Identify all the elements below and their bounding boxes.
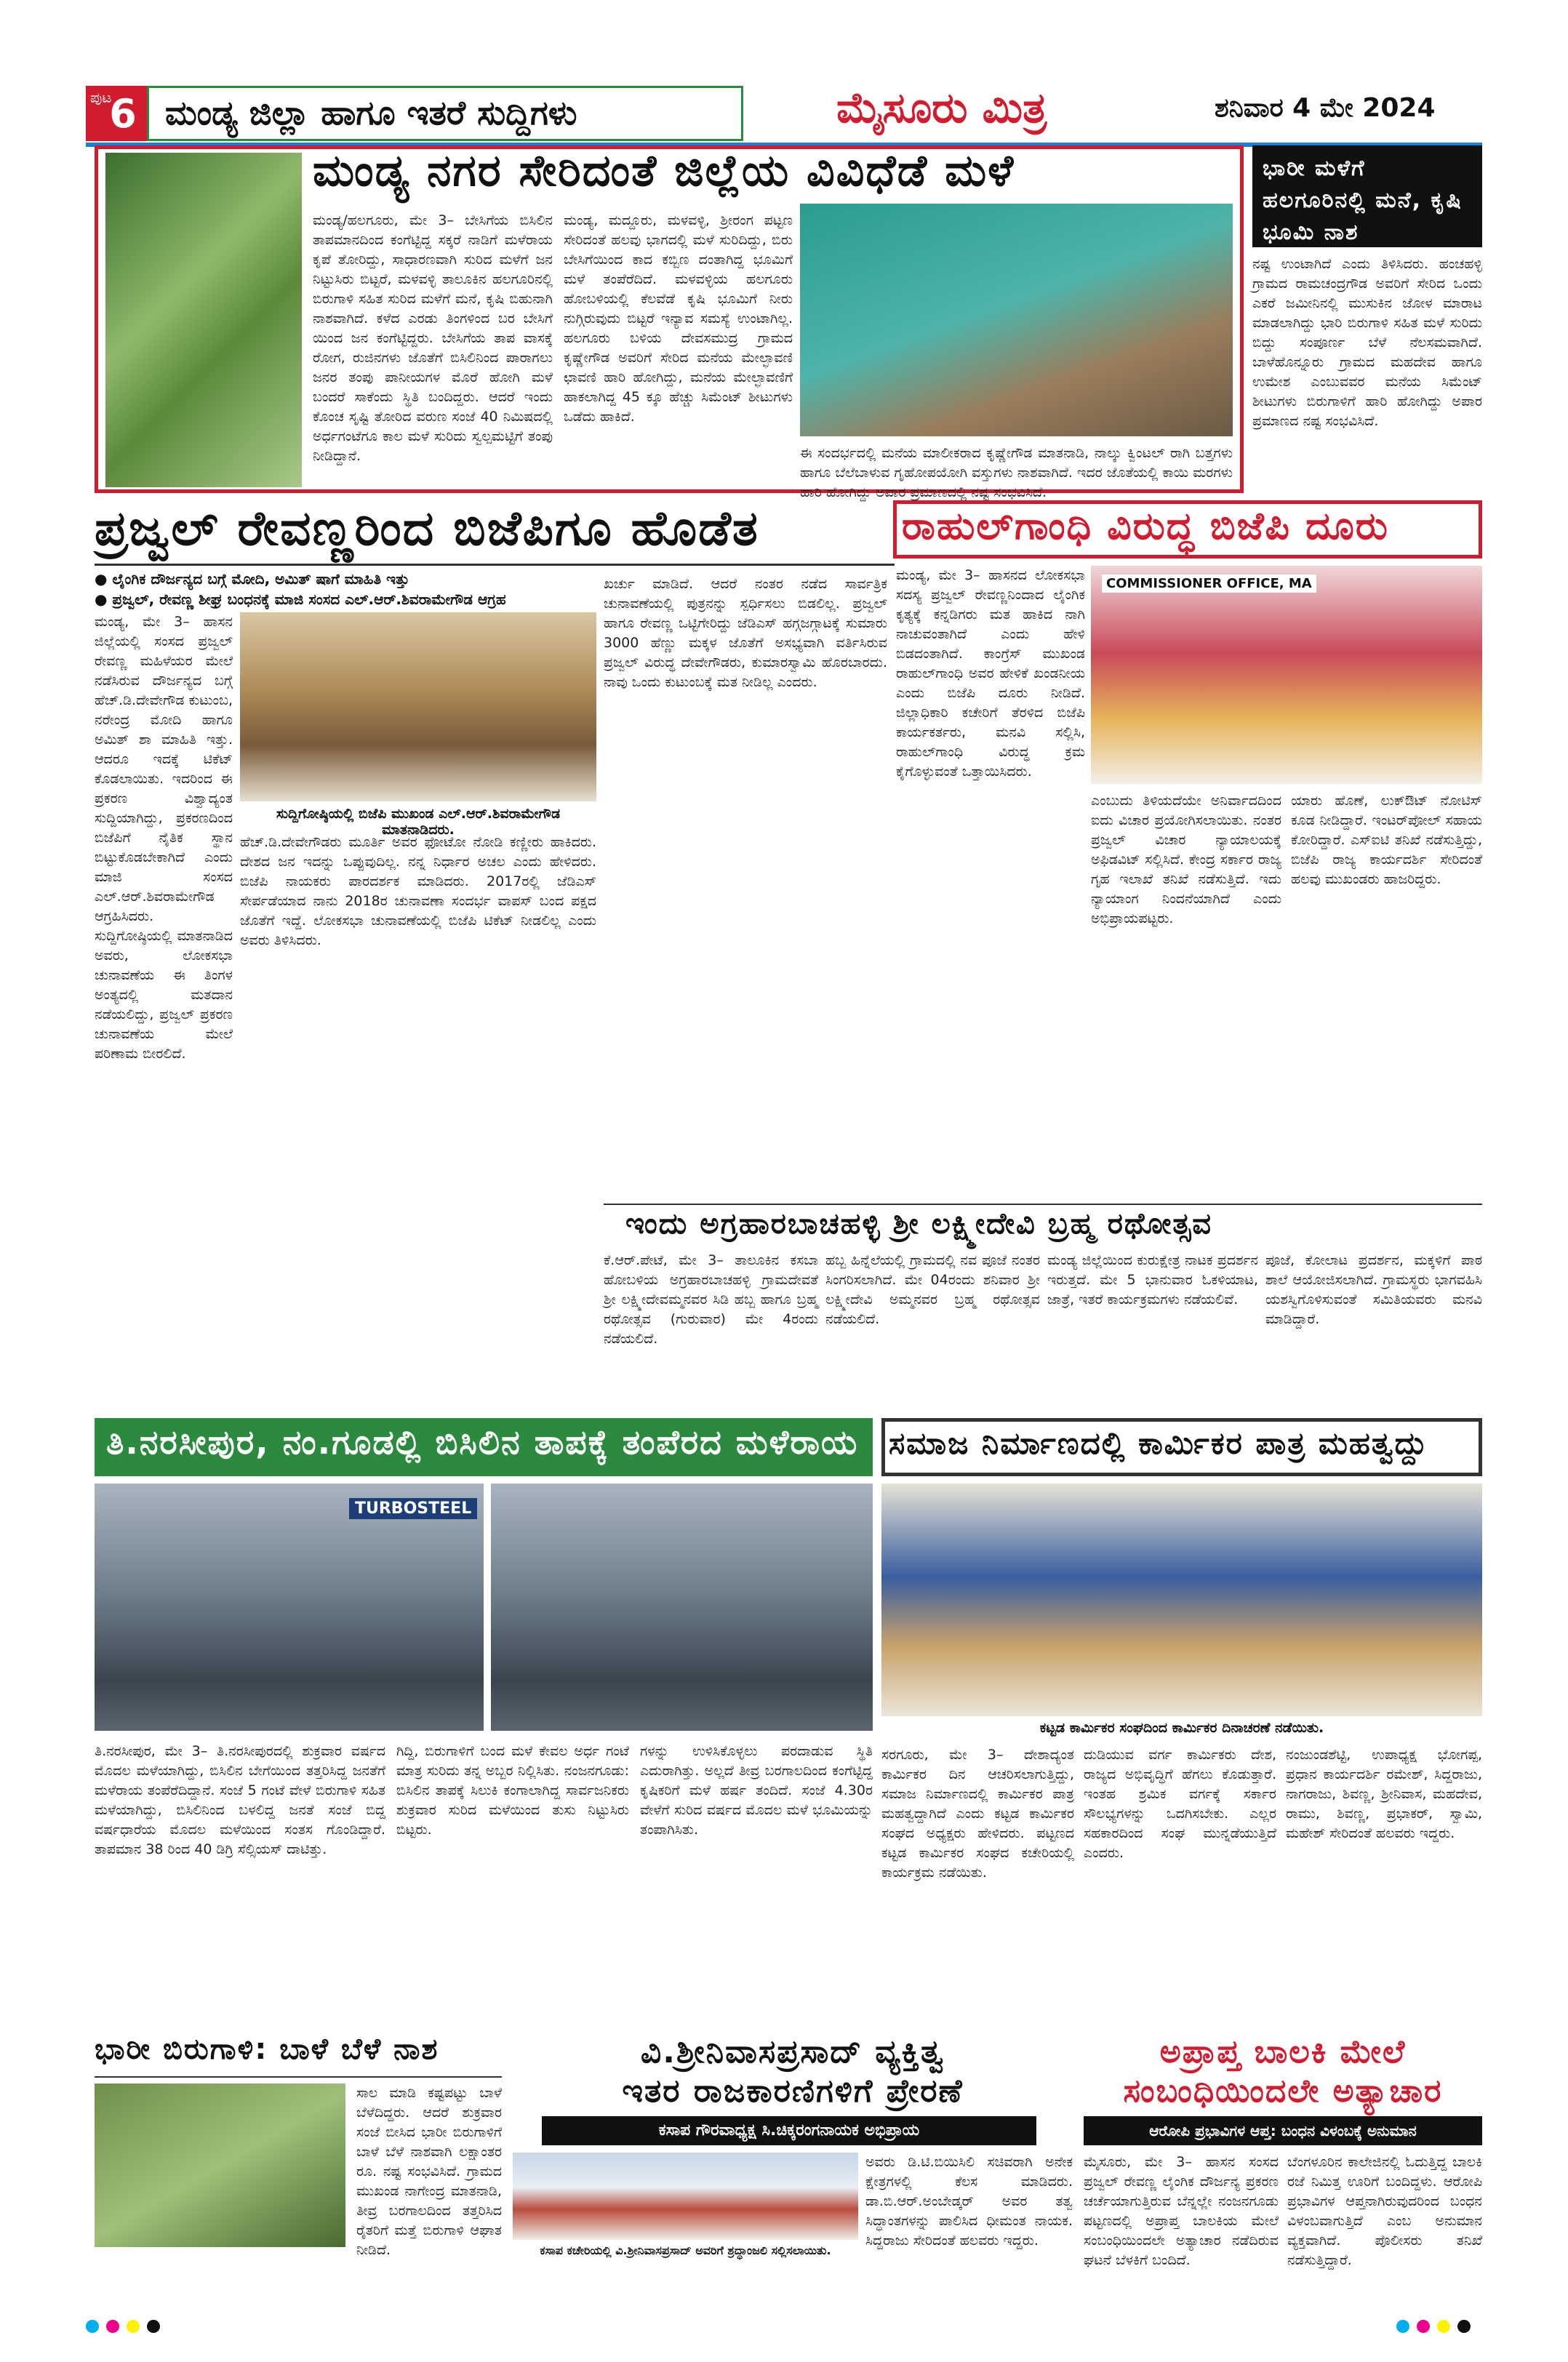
- rahul-body-col3: ಯಾರು ಹೊಣೆ, ಲುಕ್‌ಔಟ್ ನೋಟಿಸ್ ಕೂಡ ನೀಡಿದ್ದಾರೆ. ಇಂಟರ್‌ಪೋಲ್ ಸಹಾಯ ಕೋರಿದ್ದಾರೆ. ಎಸ್‌ಐಟಿ ತನಿಖೆ ನಡೆಸುತ್ತಿದ್ದು, ಬಿಜೆಪಿ ರಾಜ್ಯ ಕಾರ್ಯದರ್ಶಿ ಸೇರಿದಂತೆ ಹಲವು ಮುಖಂಡರು ಹಾಜರಿದ್ದರು.: [1291, 793, 1482, 887]
- memo-submission-photo: [1091, 566, 1482, 784]
- tnarasipura-headline: ತಿ.ನರಸೀಪುರ, ನಂ.ಗೂಡಲ್ಲಿ ಬಿಸಿಲಿನ ತಾಪಕ್ಕೆ ತಂಪೆರದ ಮಳೆರಾಯ: [95, 1418, 873, 1476]
- srinivas-headline: [513, 2033, 1073, 2111]
- print-registration-dots-left: [86, 2320, 167, 2336]
- banana-headline: ಭಾರೀ ಬಿರುಗಾಳಿ: ಬಾಳೆ ಬೆಳೆ ನಾಶ: [95, 2033, 439, 2066]
- prajwal-body-col1: ಮಂಡ್ಯ, ಮೇ 3– ಹಾಸನ ಜಿಲ್ಲೆಯಲ್ಲಿ ಸಂಸದ ಪ್ರಜ್ವಲ್ ರೇವಣ್ಣ ಮಹಿಳೆಯರ ಮೇಲೆ ನಡೆಸಿರುವ ದೌರ್ಜನ್ಯದ ಬಗ್ಗೆ ಹೆಚ್.ಡಿ.ದೇವೇಗೌಡ ಕುಟುಂಬ, ನರೇಂದ್ರ ಮೋದಿ ಹಾಗೂ ಅಮಿತ್ ಶಾ ಮಾಹಿತಿ ಇತ್ತು. ಆದರೂ ಇದಕ್ಕೆ ಟಿಕೆಟ್ ಕೊಡಲಾಯಿತು. ಇದರಿಂದ ಈ ಪ್ರಕರಣ ವಿಶ್ವಾದ್ಯಂತ ಸುದ್ದಿಯಾಗಿದ್ದು, ಪ್ರಕರಣದಿಂದ ಬಿಜೆಪಿಗೆ ನೈತಿಕ ಸ್ಥಾನ ಬಿಟ್ಟುಕೊಡಬೇಕಾಗಿದೆ ಎಂದು ಮಾಜಿ ಸಂಸದ ಎಲ್.ಆರ್.ಶಿವರಾಮೇಗೌಡ ಆಗ್ರಹಿಸಿದರು. ಸುದ್ದಿಗೋಷ್ಠಿಯಲ್ಲಿ ಮಾತನಾಡಿದ ಅವರು, ಲೋಕಸಭಾ ಚುನಾವಣೆಯ ಈ ತಿಂಗಳ ಅಂತ್ಯದಲ್ಲಿ ಮತದಾನ ನಡೆಯಲಿದ್ದು, ಪ್ರಜ್ವಲ್ ಪ್ರಕರಣ ಚುನಾವಣೆಯ ಮೇಲೆ ಪರಿಣಾಮ ಬೀರಲಿದೆ.: [95, 614, 233, 1062]
- srinivas-body-col3: ಅವರು ಡಿ.ಟಿ.ಬಿಯಿಸಿಲಿ ಸಚಿವರಾಗಿ ಅನೇಕ ಕ್ಷೇತ್ರಗಳಲ್ಲಿ ಕೆಲಸ ಮಾಡಿದರು. ಡಾ.ಬಿ.ಆರ್.ಅಂಬೇಡ್ಕರ್ ಅವರ ತತ್ವ ಸಿದ್ಧಾಂತಗಳನ್ನು ಪಾಲಿಸಿದ ಧೀಮಂತ ನಾಯಕ. ಸಿದ್ದರಾಜು ಸೇರಿದಂತೆ ಹಲವರು ಇದ್ದರು.: [865, 2154, 1073, 2249]
- crop-damage-photo: [105, 153, 302, 487]
- workers-body-col2: ದುಡಿಯುವ ವರ್ಗ ಕಾರ್ಮಿಕರು ದೇಶ, ರಾಜ್ಯದ ಅಭಿವೃದ್ಧಿಗೆ ಹೆಗಲು ಕೊಡುತ್ತಾರೆ. ಇಂತಹ ಶ್ರಮಿಕ ವರ್ಗಕ್ಕೆ ಸರ್ಕಾರ ಸೌಲಭ್ಯಗಳನ್ನು ಒದಗಿಸಬೇಕು. ಎಲ್ಲರ ಸಹಕಾರದಿಂದ ಸಂಘ ಮುನ್ನಡೆಯುತ್ತಿದೆ ಎಂದರು.: [1084, 1747, 1276, 1861]
- workers-body-col3: ನಂಜುಂಡಶೆಟ್ಟಿ, ಉಪಾಧ್ಯಕ್ಷ ಭೋಗಪ್ಪ, ಪ್ರಧಾನ ಕಾರ್ಯದರ್ಶಿ ರಮೇಶ್, ಸಿದ್ದರಾಜು, ನಾಗರಾಜು, ಶಿವಣ್ಣ, ಶ್ರೀನಿವಾಸ, ಮಹದೇವ, ರಾಮು, ಶಿವಣ್ಣ, ಪ್ರಭಾಕರ್, ಸ್ವಾಮಿ, ಮಹೇಶ್ ಸೇರಿದಂತೆ ಹಲವರು ಇದ್ದರು.: [1286, 1747, 1482, 1841]
- rahul-body-col1: ಮಂಡ್ಯ, ಮೇ 3– ಹಾಸನದ ಲೋಕಸಭಾ ಸದಸ್ಯ ಪ್ರಜ್ವಲ್ ರೇವಣ್ಣನಿಂದಾದ ಲೈಂಗಿಕ ಕೃತ್ಯಕ್ಕೆ ಕನ್ನಡಿಗರು ಮತ ಹಾಕಿದ ನಾಗಿ ನಾಚುವಂತಾಗಿದೆ ಎಂದು ಹೇಳಿ ಬಿಡದಂತಾಗಿದೆ. ಕಾಂಗ್ರೆಸ್ ಮುಖಂಡ ರಾಹುಲ್‌ಗಾಂಧಿ ಅವರ ಹೇಳಿಕೆ ಖಂಡನೀಯ ಎಂದು ಬಿಜೆಪಿ ದೂರು ನೀಡಿದೆ. ಜಿಲ್ಲಾಧಿಕಾರಿ ಕಚೇರಿಗೆ ತೆರಳಿದ ಬಿಜೆಪಿ ಕಾರ್ಯಕರ್ತರು, ಮನವಿ ಸಲ್ಲಿಸಿ, ರಾಹುಲ್‌ಗಾಂಧಿ ವಿರುದ್ಧ ಕ್ರಮ ಕೈಗೊಳ್ಳುವಂತೆ ಒತ್ತಾಯಿಸಿದರು.: [896, 567, 1085, 780]
- prajwal-body-col3: ಖರ್ಚು ಮಾಡಿದೆ. ಆದರೆ ನಂತರ ನಡೆದ ಸಾರ್ವತ್ರಿಕ ಚುನಾವಣೆಯಲ್ಲಿ ಪುತ್ರನನ್ನು ಸ್ಪರ್ಧಿಸಲು ಬಿಡಲಿಲ್ಲ. ಪ್ರಜ್ವಲ್ ಹಾಗೂ ರೇವಣ್ಣ ಒಟ್ಟಿಗೇರಿದ್ದು ಜೆಡಿಎಸ್ ಹಗ್ಗಜಗ್ಗಾಟಕ್ಕೆ ಸುಮಾರು 3000 ಹೆಣ್ಣು ಮಕ್ಕಳ ಜೊತೆಗೆ ಅಸಭ್ಯವಾಗಿ ವರ್ತಿಸಿರುವ ಪ್ರಜ್ವಲ್ ವಿರುದ್ಧ ದೇವೇಗೌಡರು, ಕುಮಾರಸ್ವಾಮಿ ಹೊರಬಾರದು. ನಾವು ಒಂದು ಕುಟುಂಬಕ್ಕೆ ಮತ ನೀಡಿಲ್ಲ ಎಂದರು.: [604, 576, 887, 690]
- rain-body-col3: ಈ ಸಂದರ್ಭದಲ್ಲಿ ಮನೆಯ ಮಾಲೀಕರಾದ ಕೃಷ್ಣೇಗೌಡ ಮಾತನಾಡಿ, ನಾಲ್ಕು ಕ್ವಿಂಟಲ್ ರಾಗಿ ಬತ್ತಗಳು ಹಾಗೂ ಬೆಲೆಬಾಳುವ ಗೃಹೋಪಯೋಗಿ ವಸ್ತುಗಳು ನಾಶವಾಗಿದೆ. ಇದರ ಜೊತೆಯಲ್ಲಿ ಕಾಯಿ ಮರಗಳು ಹಾರಿ ಹೋಗಿದ್ದು ಅಪಾರ ಪ್ರಮಾಣದಲ್ಲಿ ನಷ್ಟ ಸಂಭವಿಸಿದೆ.: [800, 445, 1233, 500]
- prajwal-photo-caption: ಸುದ್ದಿಗೋಷ್ಠಿಯಲ್ಲಿ ಬಿಜೆಪಿ ಮುಖಂಡ ಎಲ್.ಆರ್.ಶಿವರಾಮೇಗೌಡ ಮಾತನಾಡಿದರು.: [276, 806, 561, 838]
- prajwal-bullet-2: ● ಪ್ರಜ್ವಲ್, ರೇವಣ್ಣ ಶೀಘ್ರ ಬಂಧನಕ್ಕೆ ಮಾಜಿ ಸಂಸದ ಎಲ್.ಆರ್.ಶಿವರಾಮೇಗೌಡ ಆಗ್ರಹ: [95, 590, 506, 608]
- tnarasipura-body-col3: ಗಳನ್ನು ಉಳಿಸಿಕೊಳ್ಳಲು ಪರದಾಡುವ ಸ್ಥಿತಿ ಎದುರಾಗಿತ್ತು. ಅಲ್ಲದೆ ತೀವ್ರ ಬರಗಾಲದಿಂದ ಕಂಗೆಟ್ಟಿದ್ದ ಕೃಷಿಕರಿಗೆ ಮಳೆ ಹರ್ಷ ತಂದಿದೆ. ಸಂಜೆ 4.30ರ ವೇಳೆಗೆ ಸುರಿದ ವರ್ಷದ ಮೊದಲ ಮಳೆ ಭೂಮಿಯನ್ನು ತಂಪಾಗಿಸಿತು.: [640, 1743, 873, 1838]
- rain-headline: ಮಂಡ್ಯ ನಗರ ಸೇರಿದಂತೆ ಜಿಲ್ಲೆಯ ವಿವಿಧೆಡೆ ಮಳೆ: [313, 145, 1015, 196]
- tribute-photo: [513, 2153, 858, 2240]
- newspaper-brand: ಮೈಸೂರು ಮಿತ್ರ: [836, 83, 1047, 132]
- banana-body-side: ಸಾಲ ಮಾಡಿ ಕಷ್ಟಪಟ್ಟು ಬಾಳೆ ಬೆಳೆದಿದ್ದರು. ಆದರೆ ಶುಕ್ರವಾರ ಸಂಜೆ ಬೀಸಿದ ಭಾರೀ ಬಿರುಗಾಳಿಗೆ ಬಾಳೆ ಬೆಳೆ ನಾಶವಾಗಿ ಲಕ್ಷಾಂತರ ರೂ. ನಷ್ಟ ಸಂಭವಿಸಿದೆ. ಗ್ರಾಮದ ಮುಖಂಡ ನಾಗೇಂದ್ರ ಮಾತನಾಡಿ, ತೀವ್ರ ಬರಗಾಲದಿಂದ ತತ್ತರಿಸಿದ ರೈತರಿಗೆ ಮತ್ತೆ ಬಿರುಗಾಳಿ ಆಘಾತ ನೀಡಿದೆ.: [356, 2085, 502, 2258]
- srinivas-headline-line2: ಇತರ ರಾಜಕಾರಣಿಗಳಿಗೆ ಪ್ರೇರಣೆ: [622, 2073, 964, 2110]
- temple-headline: ಇಂದು ಅಗ್ರಹಾರಬಾಚಹಳ್ಳಿ ಶ್ರೀ ಲಕ್ಷ್ಮೀದೇವಿ ಬ್ರಹ್ಮ ರಥೋತ್ಸವ: [625, 1207, 1213, 1241]
- section-title: ಮಂಡ್ಯ ಜಿಲ್ಲಾ ಹಾಗೂ ಇತರೆ ಸುದ್ದಿಗಳು: [147, 86, 743, 141]
- halaguru-body: ನಷ್ಟ ಉಂಟಾಗಿದೆ ಎಂದು ತಿಳಿಸಿದರು. ಹಂಚಹಳ್ಳಿ ಗ್ರಾಮದ ರಾಮಚಂದ್ರಗೌಡ ಅವರಿಗೆ ಸೇರಿದ ಒಂದು ಎಕರೆ ಜಮೀನಿನಲ್ಲಿ ಮುಸುಕಿನ ಜೋಳ ಮಾರಾಟ ಮಾಡಲಾಗಿದ್ದು ಭಾರಿ ಬಿರುಗಾಳಿ ಸಹಿತ ಮಳೆ ಸುರಿದು ಬಿದ್ದು ಸಂಪೂರ್ಣ ಬೆಳೆ ನೆಲಸಮವಾಗಿದೆ. ಬಾಳೆಹೊನ್ನೂರು ಗ್ರಾಮದ ಮಹದೇವ ಹಾಗೂ ಉಮೇಶ ಎಂಬುವವರ ಮನೆಯ ಸಿಮೆಂಟ್ ಶೀಟುಗಳು ಬಿರುಗಾಳಿಗೆ ಹಾರಿ ಹೋಗಿದ್ದು ಅಪಾರ ಪ್ರಮಾಣದ ನಷ್ಟ ಸಂಭವಿಸಿದೆ.: [1252, 256, 1482, 429]
- rain-body-col2: ಮಂಡ್ಯ, ಮದ್ದೂರು, ಮಳವಳ್ಳಿ, ಶ್ರೀರಂಗ ಪಟ್ಟಣ ಸೇರಿದಂತೆ ಹಲವು ಭಾಗದಲ್ಲಿ ಮಳೆ ಸುರಿದಿದ್ದು, ಬಿರು ಬೇಸಿಗೆಯಿಂದ ಕಾದ ಕಬ್ಬಿಣ ದಂತಾಗಿದ್ದ ಭೂಮಿಗೆ ಮಳೆ ತಂಪೆರೆದಿದೆ. ಮಳವಳ್ಳಿಯ ಹಲಗೂರು ಹೋಬಳಿಯಲ್ಲಿ ಕೆಲವೆಡೆ ಕೃಷಿ ಭೂಮಿಗೆ ನೀರು ನುಗ್ಗಿರುವುದು ಬಿಟ್ಟರೆ ಇನ್ಯಾವ ಸಮಸ್ಯೆ ಉಂಟಾಗಿಲ್ಲ. ಹಲಗೂರು ಬಳಿಯ ದೇವಸಮುದ್ರ ಗ್ರಾಮದ ಕೃಷ್ಣೇಗೌಡ ಅವರಿಗೆ ಸೇರಿದ ಮನೆಯ ಮೇಲ್ಛಾವಣಿ ಛಾವಣಿ ಹಾರಿ ಹೋಗಿದ್ದು, ಮನೆಯ ಮೇಲ್ಛಾವಣಿಗೆ ಹಾಕಲಾಗಿದ್ದ 45 ಕ್ಕೂ ಹೆಚ್ಚು ಸಿಮೆಂಟ್ ಶೀಟುಗಳು ಒಡೆದು ಹಾಕಿದೆ.: [564, 212, 793, 425]
- tnarasipura-body-col1: ತಿ.ನರಸೀಪುರ, ಮೇ 3– ತಿ.ನರಸೀಪುರದಲ್ಲಿ ಶುಕ್ರವಾರ ವರ್ಷದ ಮೊದಲ ಮಳೆಯಾಗಿದ್ದು, ಬಿಸಿಲಿನ ಬೇಗೆಯಿಂದ ತತ್ತರಿಸಿದ್ದ ಜನತೆಗೆ ಮಳೆರಾಯ ತಂಪೆರೆದಿದ್ದಾನೆ. ಸಂಜೆ 5 ಗಂಟೆ ವೇಳೆ ಬಿರುಗಾಳಿ ಸಹಿತ ಮಳೆಯಾಗಿದ್ದು, ಬಿಸಿಲಿನಿಂದ ಬಳಲಿದ್ದ ಜನತೆ ಸಂಜೆ ಬಿದ್ದ ವರ್ಷಧಾರೆಯ ಮೊದಲ ಮಳೆಯಿಂದ ಸಂತಸ ಗೊಂಡಿದ್ದಾರೆ. ತಾಪಮಾನ 38 ರಿಂದ 40 ಡಿಗ್ರಿ ಸೆಲ್ಸಿಯಸ್ ದಾಟಿತ್ತು.: [95, 1743, 385, 1857]
- tnarasipura-body-col2: ಗಿದ್ದಿ, ಬಿರುಗಾಳಿಗೆ ಬಂದ ಮಳೆ ಕೇವಲ ಅರ್ಧ ಗಂಟೆ ಮಾತ್ರ ಸುರಿದು ತನ್ನ ಅಬ್ಬರ ನಿಲ್ಲಿಸಿತು. ನಂಜನಗೂಡು: ಬಿಸಿಲಿನ ತಾಪಕ್ಕೆ ಸಿಲುಕಿ ಕಂಗಾಲಾಗಿದ್ದ ಸಾರ್ವಜನಿಕರು ಶುಕ್ರವಾರ ಸುರಿದ ಮಳೆಯಿಂದ ತುಸು ನಿಟ್ಟುಸಿರು ಬಿಟ್ಟರು.: [396, 1743, 629, 1838]
- rahul-headline: ರಾಹುಲ್‌ಗಾಂಧಿ ವಿರುದ್ಧ ಬಿಜೆಪಿ ದೂರು: [902, 505, 1389, 548]
- temple-body-col4: ಪೂಜೆ, ಕೋಲಾಟ ಪ್ರದರ್ಶನ, ಮಕ್ಕಳಿಗೆ ಪಾಠ ಶಾಲೆ ಆಯೋಜಿಸಲಾಗಿದೆ. ಗ್ರಾಮಸ್ಥರು ಭಾಗವಹಿಸಿ ಯಶಸ್ವಿಗೊಳಿಸುವಂತೆ ಸಮಿತಿಯವರು ಮನವಿ ಮಾಡಿದ್ದಾರೆ.: [1265, 1252, 1482, 1327]
- street-rain-photo-1: [95, 1484, 484, 1731]
- temple-body-col2: ಹಬ್ಬ ಹಿನ್ನೆಲೆಯಲ್ಲಿ ಗ್ರಾಮದಲ್ಲಿ ನವ ಪೂಜೆ ನಂತರ ಸಿಂಗರಿಸಲಾಗಿದೆ. ಮೇ 04ರಂದು ಶನಿವಾರ ಶ್ರೀ ಲಕ್ಷ್ಮೀದೇವಿ ಅಮ್ಮನವರ ಬ್ರಹ್ಮ ರಥೋತ್ಸವ ನಡೆಯಲಿದೆ.: [825, 1252, 1040, 1327]
- banana-damage-photo: [95, 2083, 345, 2247]
- srinivas-photo-caption: ಕಸಾಪ ಕಚೇರಿಯಲ್ಲಿ ವಿ.ಶ್ರೀನಿವಾಸಪ್ರಸಾದ್ ಅವರಿಗೆ ಶ್ರದ್ಧಾಂಜಲಿ ಸಲ್ಲಿಸಲಾಯಿತು.: [540, 2243, 831, 2257]
- commissioner-office-sign: COMMISSIONER OFFICE, MA: [1102, 575, 1316, 593]
- crime-headline-line2: ಸಂಬಂಧಿಯಿಂದಲೇ ಅತ್ಯಾಚಾರ: [1123, 2073, 1443, 2110]
- srinivas-subhead: ಕಸಾಪ ಗೌರವಾಧ್ಯಕ್ಷ ಸಿ.ಚಿಕ್ಕರಂಗನಾಯಕ ಅಭಿಪ್ರಾಯ: [542, 2116, 1036, 2145]
- workers-body-col1: ಸರಗೂರು, ಮೇ 3– ದೇಶಾದ್ಯಂತ ಕಾರ್ಮಿಕರ ದಿನ ಆಚರಿಸಲಾಗುತ್ತಿದ್ದು, ಸಮಾಜ ನಿರ್ಮಾಣದಲ್ಲಿ ಕಾರ್ಮಿಕರ ಪಾತ್ರ ಮಹತ್ವದ್ದಾಗಿದೆ ಎಂದು ಕಟ್ಟಡ ಕಾರ್ಮಿಕರ ಸಂಘದ ಅಧ್ಯಕ್ಷರು ಹೇಳಿದರು. ಪಟ್ಟಣದ ಕಟ್ಟಡ ಕಾರ್ಮಿಕರ ಸಂಘದ ಕಚೇರಿಯಲ್ಲಿ ಕಾರ್ಯಕ್ರಮ ನಡೆಯಿತು.: [881, 1747, 1074, 1881]
- temple-body-col1: ಕೆ.ಆರ್.ಪೇಟೆ, ಮೇ 3– ತಾಲೂಕಿನ ಕಸಬಾ ಹೋಬಳಿಯ ಅಗ್ರಹಾರಬಾಚಹಳ್ಳಿ ಗ್ರಾಮದೇವತೆ ಶ್ರೀ ಲಕ್ಷ್ಮೀದೇವಮ್ಮನವರ ಸಿಡಿ ಹಬ್ಬ ಹಾಗೂ ಬ್ರಹ್ಮ ರಥೋತ್ಸವ (ಗುರುವಾರ) ಮೇ 4ರಂದು ನಡೆಯಲಿದೆ.: [604, 1252, 818, 1347]
- page-number: 6: [109, 90, 137, 137]
- prajwal-bullets: [95, 569, 589, 609]
- crime-subhead: ಆರೋಪಿ ಪ್ರಭಾವಿಗಳ ಆಪ್ತ: ಬಂಧನ ವಿಳಂಬಕ್ಕೆ ಅನುಮಾನ: [1084, 2116, 1482, 2145]
- temple-body-col3: ಮಂಡ್ಯ ಜಿಲ್ಲೆಯಿಂದ ಕುರುಕ್ಷೇತ್ರ ನಾಟಕ ಪ್ರದರ್ಶನ ಇರುತ್ತದೆ. ಮೇ 5 ಭಾನುವಾರ ಓಕಳಿಯಾಟ, ಜಾತ್ರೆ, ಇತರೆ ಕಾರ್ಯಕ್ರಮಗಳು ನಡೆಯಲಿವೆ.: [1047, 1252, 1258, 1308]
- rain-body-col1: ಮಂಡ್ಯ/ಹಲಗೂರು, ಮೇ 3– ಬೇಸಿಗೆಯ ಬಿಸಿಲಿನ ತಾಪಮಾನದಿಂದ ಕಂಗೆಟ್ಟಿದ್ದ ಸಕ್ಕರೆ ನಾಡಿಗೆ ಮಳೆರಾಯ ಕೃಪೆ ತೋರಿದ್ದು, ಸಾಧಾರಣವಾಗಿ ಸುರಿದ ಮಳೆಗೆ ಜನ ನಿಟ್ಟುಸಿರು ಬಿಟ್ಟರೆ, ಮಳವಳ್ಳಿ ತಾಲೂಕಿನ ಹಲಗೂರಿನಲ್ಲಿ ಬಿರುಗಾಳಿ ಸಹಿತ ಸುರಿದ ಮಳೆಗೆ ಮನೆ, ಕೃಷಿ ಬಿಹುನಾಗಿ ನಾಶವಾಗಿದೆ. ಕಳೆದ ಎರಡು ತಿಂಗಳಿಂದ ಬರ ಬೇಸಿಗೆ ಯಿಂದ ಜನ ಕಂಗೆಟ್ಟಿದ್ದರು. ಬೇಸಿಗೆಯ ತಾಪ ವಾಸಕ್ಕೆ ರೋಗ, ರುಜಿನಗಳು ಜೊತೆಗೆ ಬಿಸಿಲಿನಿಂದ ಪಾರಾಗಲು ಜನರ ತಂಪು ಪಾನೀಯಗಳ ಮೊರೆ ಹೋಗಿ ಮಳೆ ಬಂದರೆ ಸಾಕೆಂದು ಸ್ಥಿತಿ ಬಂದಿದ್ದರು. ಆದರೆ ಇಂದು ಕೊಂಚ ಸೃಷ್ಟಿ ತೋರಿದ ವರುಣ ಸಂಜೆ 40 ನಿಮಿಷದಲ್ಲಿ ಅರ್ಧಗಂಟೆಗೂ ಕಾಲ ಮಳೆ ಸುರಿದು ಸ್ವಲ್ಪಮಟ್ಟಿಗೆ ತಂಪು ನೀಡಿದ್ದಾನೆ.: [313, 212, 553, 464]
- print-registration-dots-right: [1396, 2320, 1478, 2336]
- roof-damage-photo: [800, 204, 1233, 436]
- banana-rule: [95, 2076, 502, 2078]
- crime-headline: [1084, 2033, 1482, 2111]
- page-number-badge: [86, 86, 147, 141]
- street-rain-photo-2: [491, 1484, 873, 1731]
- workers-photo-caption: ಕಟ್ಟಡ ಕಾರ್ಮಿಕರ ಸಂಘದಿಂದ ಕಾರ್ಮಿಕರ ದಿನಾಚರಣೆ ನಡೆಯಿತು.: [1039, 1720, 1324, 1736]
- prajwal-rule: [95, 564, 895, 566]
- issue-date: ಶನಿವಾರ 4 ಮೇ 2024: [1215, 93, 1436, 123]
- prajwal-body-col2: ಹೆಚ್.ಡಿ.ದೇವೇಗೌಡರು ಮೂರ್ತಿ ಅವರ ಫೋಟೋ ನೋಡಿ ಕಣ್ಣೀರು ಹಾಕಿದರು. ದೇಶದ ಜನ ಇದನ್ನು ಒಪ್ಪುವುದಿಲ್ಲ. ನನ್ನ ನಿರ್ಧಾರ ಅಚಲ ಎಂದು ಹೇಳಿದರು. ಬಿಜೆಪಿ ನಾಯಕರು ಪಾರದರ್ಶಕ ಮಾಡಿದರು. 2017ರಲ್ಲಿ ಜೆಡಿಎಸ್ ಸೇರ್ಪಡೆಯಾದ ನಾನು 2018ರ ಚುನಾವಣಾ ಸಂದರ್ಭ ವಾಪಸ್ ಬಂದ ಪಕ್ಷದ ಜೊತೆಗೆ ಇದ್ದೆ. ಲೋಕಸಭಾ ಚುನಾವಣೆಯಲ್ಲಿ ಬಿಜೆಪಿ ಟಿಕೆಟ್ ನೀಡಲಿಲ್ಲ ಎಂದು ಅವರು ತಿಳಿಸಿದರು.: [240, 834, 596, 948]
- srinivas-headline-line1: ವಿ.ಶ್ರೀನಿವಾಸಪ್ರಸಾದ್ ವ್ಯಕ್ತಿತ್ವ: [640, 2033, 945, 2070]
- crime-body-col2: ಬೆಂಗಳೂರಿನ ಕಾಲೇಜಿನಲ್ಲಿ ಓದುತ್ತಿದ್ದ ಬಾಲಕಿ ರಜೆ ನಿಮಿತ್ತ ಊರಿಗೆ ಬಂದಿದ್ದಳು. ಆರೋಪಿ ಪ್ರಭಾವಿಗಳ ಆಪ್ತನಾಗಿರುವುದರಿಂದ ಬಂಧನ ವಿಳಂಬವಾಗುತ್ತಿದೆ ಎಂಬ ಅನುಮಾನ ವ್ಯಕ್ತವಾಗಿದೆ. ಪೊಲೀಸರು ತನಿಖೆ ನಡೆಸುತ್ತಿದ್ದಾರೆ.: [1287, 2154, 1482, 2268]
- page-label: ಪುಟ: [90, 89, 112, 106]
- crime-headline-line1: ಅಪ್ರಾಪ್ತ ಬಾಲಕಿ ಮೇಲೆ: [1159, 2033, 1407, 2070]
- workers-headline: ಸಮಾಜ ನಿರ್ಮಾಣದಲ್ಲಿ ಕಾರ್ಮಿಕರ ಪಾತ್ರ ಮಹತ್ವದ್ದು: [889, 1425, 1428, 1461]
- rahul-body-col2: ಎಂಬುದು ತಿಳಿಯದೆಯೇ ಅನಿರ್ವಾದದಿಂದ ಐದು ವಿಚಾರ ಪ್ರಯೋಗಿಸಲಾಯಿತು. ನಂತರ ಪ್ರಜ್ವಲ್ ವಿಚಾರ ನ್ಯಾಯಾಲಯಕ್ಕೆ ಅಫಿಡವಿಟ್ ಸಲ್ಲಿಸಿದೆ. ಕೇಂದ್ರ ಸರ್ಕಾರ ರಾಜ್ಯ ಗೃಹ ಇಲಾಖೆ ತನಿಖೆ ನಡೆಸುತ್ತಿದೆ. ಇದು ನ್ಯಾಯಾಂಗ ನಿಂದನೆಯಾಗಿದೆ ಎಂದು ಅಭಿಪ್ರಾಯಪಟ್ಟರು.: [1091, 793, 1281, 926]
- press-meet-photo: [240, 612, 596, 801]
- temple-rule: [604, 1204, 1482, 1205]
- halaguru-headline: ಭಾರೀ ಮಳೆಗೆ ಹಲಗೂರಿನಲ್ಲಿ ಮನೆ, ಕೃಷಿ ಭೂಮಿ ನಾಶ: [1252, 145, 1482, 247]
- crime-body-col1: ಮೈಸೂರು, ಮೇ 3– ಹಾಸನ ಸಂಸದ ಪ್ರಜ್ವಲ್ ರೇವಣ್ಣ ಲೈಂಗಿಕ ದೌರ್ಜನ್ಯ ಪ್ರಕರಣ ಚರ್ಚೆಯಾಗುತ್ತಿರುವ ಬೆನ್ನಲ್ಲೇ ನಂಜನಗೂಡು ಪಟ್ಟಣದಲ್ಲಿ ಅಪ್ರಾಪ್ತ ಬಾಲಕಿಯ ಮೇಲೆ ಸಂಬಂಧಿಯಿಂದಲೇ ಅತ್ಯಾಚಾರ ನಡೆದಿರುವ ಘಟನೆ ಬೆಳಕಿಗೆ ಬಂದಿದೆ.: [1084, 2154, 1279, 2268]
- prajwal-headline: ಪ್ರಜ್ವಲ್ ರೇವಣ್ಣರಿಂದ ಬಿಜೆಪಿಗೂ ಹೊಡೆತ: [95, 500, 759, 556]
- turbosteel-sign: TURBOSTEEL: [349, 1498, 477, 1519]
- workers-group-photo: [881, 1484, 1482, 1716]
- prajwal-bullet-1: ● ಲೈಂಗಿಕ ದೌರ್ಜನ್ಯದ ಬಗ್ಗೆ ಮೋದಿ, ಅಮಿತ್ ಷಾಗೆ ಮಾಹಿತಿ ಇತ್ತು: [95, 570, 409, 588]
